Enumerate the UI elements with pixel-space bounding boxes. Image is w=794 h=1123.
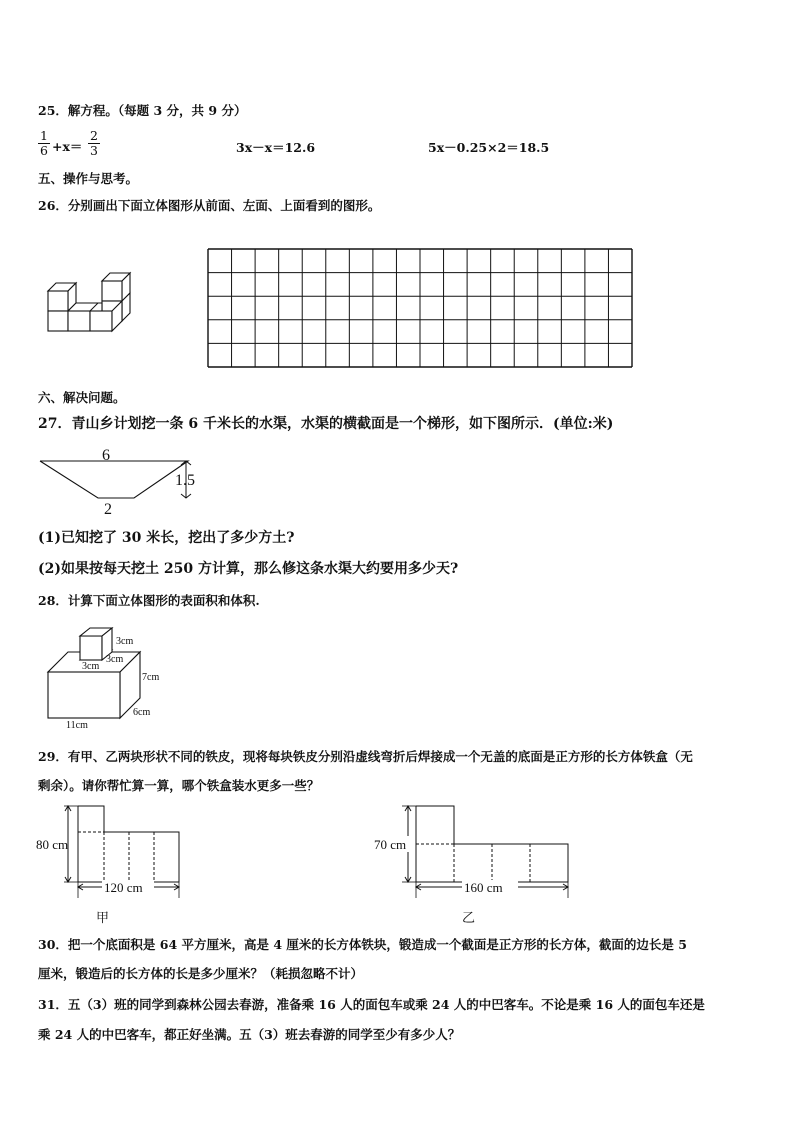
q25-eq1-mid: +x＝ <box>52 139 83 154</box>
q25-title: 25．解方程。（每题 3 分，共 9 分） <box>38 103 247 118</box>
q29-a-name: 甲 <box>96 910 110 925</box>
q27-trapezoid-figure <box>36 447 206 517</box>
q27-part1: (1)已知挖了 30 米长，挖出了多少方土? <box>38 530 295 546</box>
q26-drawing-grid[interactable] <box>207 248 633 368</box>
q25-eq1-fraction-a: $\frac{1}{6}$ <box>38 129 50 158</box>
section-5-heading: 五、操作与思考。 <box>38 171 139 186</box>
q29-sheet-a-figure <box>34 804 194 924</box>
q28-solid-figure <box>40 624 170 732</box>
q30-line2: 厘米，锻造后的长方体的长是多少厘米？（耗损忽略不计） <box>38 966 364 981</box>
q27-top-label: 6 <box>102 447 110 464</box>
q29-sheet-b-figure <box>370 804 580 924</box>
q28-small-depth-label: 3cm <box>106 654 124 665</box>
q31-line1: 31．五（3）班的同学到森林公园去春游，准备乘 16 人的面包车或乘 24 人的中巴客车。不论是乘 16 人的面包车还是 <box>38 997 705 1012</box>
section-6-heading: 六、解决问题。 <box>38 390 126 405</box>
q28-small-width-label: 3cm <box>82 661 100 672</box>
q26-title: 26．分别画出下面立体图形从前面、左面、上面看到的图形。 <box>38 198 381 213</box>
q29-line2: 剩余）。请你帮忙算一算，哪个铁盒装水更多一些？ <box>38 778 320 793</box>
q29-a-height: 80 cm <box>36 837 69 852</box>
q27-bottom-label: 2 <box>104 501 112 518</box>
q28-title: 28．计算下面立体图形的表面积和体积. <box>38 593 260 608</box>
q25-eq3: 5x－0.25×2＝18.5 <box>428 140 550 155</box>
q29-b-name: 乙 <box>462 910 476 925</box>
q30-line1: 30．把一个底面积是 64 平方厘米，高是 4 厘米的长方体铁块，锻造成一个截面是正方形的长方体，截面的边长是 5 <box>38 937 687 952</box>
q28-big-length-label: 11cm <box>66 720 88 731</box>
q27-part2: (2)如果按每天挖土 250 方计算，那么修这条水渠大约要用多少天? <box>38 561 459 577</box>
q28-small-height-label: 3cm <box>116 636 134 647</box>
q27-height-label: 1.5 <box>175 472 195 489</box>
q25-eq1-fraction-b: $\frac{2}{3}$ <box>88 129 100 158</box>
q27-title: 27．青山乡计划挖一条 6 千米长的水渠，水渠的横截面是一个梯形，如下图所示．(单位:米) <box>38 416 614 432</box>
q28-big-height-label: 7cm <box>142 672 160 683</box>
q29-line1: 29．有甲、乙两块形状不同的铁皮，现将每块铁皮分别沿虚线弯折后焊接成一个无盖的底面是正方形的长方体铁盒（无 <box>38 749 693 764</box>
q26-cube-figure <box>44 268 136 338</box>
q31-line2: 乘 24 人的中巴客车，都正好坐满。五（3）班去春游的同学至少有多少人？ <box>38 1027 461 1042</box>
q29-b-height: 70 cm <box>374 837 407 852</box>
q29-b-length: 160 cm <box>464 880 503 895</box>
q29-a-length: 120 cm <box>104 880 143 895</box>
q28-big-depth-label: 6cm <box>133 707 151 718</box>
q25-eq2: 3x－x＝12.6 <box>236 140 316 155</box>
